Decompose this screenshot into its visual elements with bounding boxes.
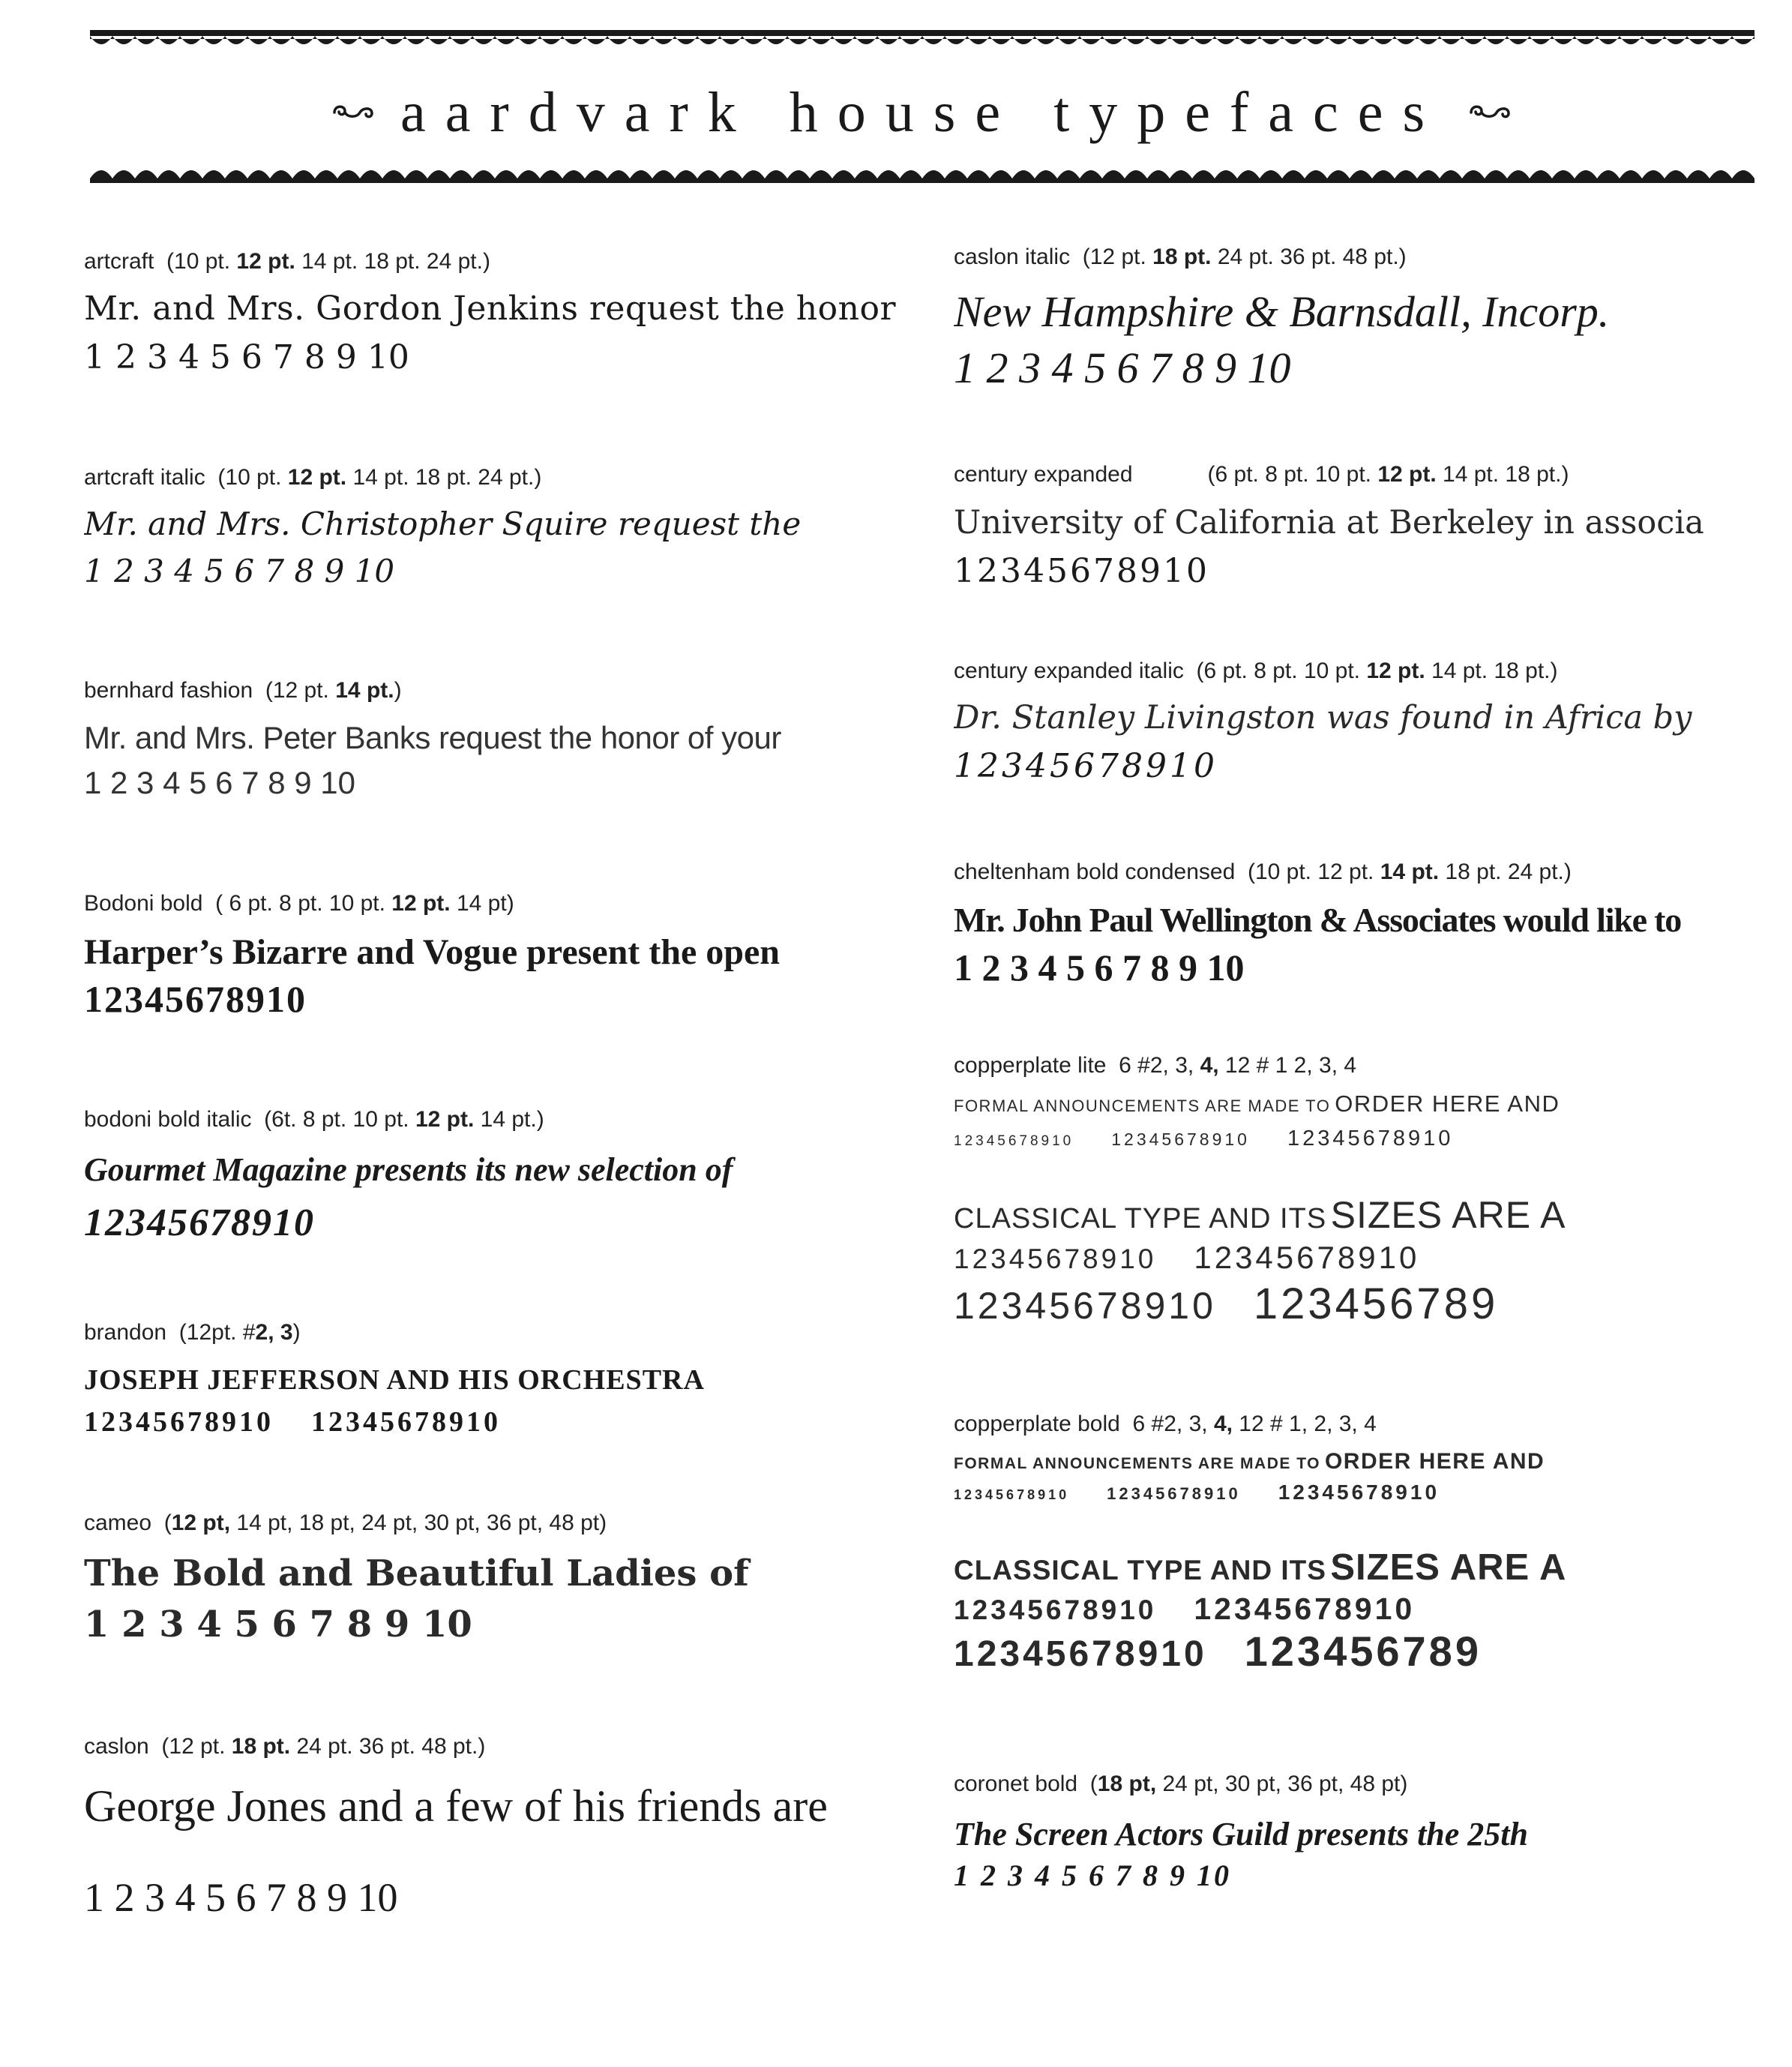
specimen-label: artcraft italic (10 pt. 12 pt. 14 pt. 18 pt. 24 pt.) [84, 465, 542, 490]
specimen-sample: University of California at Berkeley in associa [954, 504, 1704, 542]
specimen-century-expanded [954, 460, 1779, 590]
scroll-ornament-right-icon [1467, 101, 1515, 124]
specimen-numbers: 1 2 3 4 5 6 7 8 9 10 [84, 1604, 472, 1646]
specimen-bodoni-bold [84, 890, 909, 1021]
specimen-sample: FORMAL ANNOUNCEMENTS ARE MADE TO ORDER HERE AND [954, 1449, 1545, 1474]
specimen-artcraft-italic [84, 464, 909, 590]
specimen-label: copperplate bold 6 #2, 3, 4, 12 # 1, 2, 3, 4 [954, 1412, 1377, 1436]
specimen-sample: The Screen Actors Guild presents the 25th [954, 1816, 1528, 1852]
specimen-brandon [84, 1318, 909, 1438]
page-title: aardvark house typefaces [400, 80, 1445, 144]
specimen-sample: The Bold and Beautiful Ladies of [84, 1552, 749, 1594]
specimen-numbers: 1 2 3 4 5 6 7 8 9 10 [84, 553, 395, 590]
specimen-sample: Dr. Stanley Livingston was found in Africa by [954, 699, 1692, 736]
specimen-numbers: 1 2 3 4 5 6 7 8 9 10 [84, 338, 409, 376]
specimen-numbers: 1 2 3 4 5 6 7 8 9 10 [954, 946, 1245, 988]
specimen-sample: Gourmet Magazine presents its new selection of [84, 1151, 733, 1188]
specimen-numbers: 1 2 3 4 5 6 7 8 9 10 [954, 344, 1291, 392]
specimen-cameo [84, 1509, 909, 1646]
specimen-numbers: 1 2 3 4 5 6 7 8 9 10 [84, 1875, 398, 1920]
scalloped-border-top [90, 30, 1755, 56]
specimen-bodoni-bold-italic [84, 1106, 909, 1245]
specimen-numbers: 12345678910 12345678910 12345678910 [954, 1126, 1454, 1150]
specimen-sample: JOSEPH JEFFERSON AND HIS ORCHESTRA [84, 1364, 705, 1396]
specimen-label: caslon (12 pt. 18 pt. 24 pt. 36 pt. 48 pt.) [84, 1734, 486, 1759]
specimen-label: copperplate lite 6 #2, 3, 4, 12 # 1 2, 3, 4 [954, 1053, 1357, 1078]
specimen-caslon [84, 1732, 909, 1921]
specimen-numbers-2: 12345678910 12345678910 [954, 1240, 1420, 1275]
specimen-artcraft [84, 248, 909, 376]
specimen-sample: Mr. John Paul Wellington & Associates would like to [954, 901, 1682, 939]
specimen-sample: New Hampshire & Barnsdall, Incorp. [954, 287, 1610, 336]
specimen-sample: Harper’s Bizarre and Vogue present the open [84, 932, 780, 972]
specimen-label: Bodoni bold ( 6 pt. 8 pt. 10 pt. 12 pt. 14 pt) [84, 891, 514, 916]
specimen-caslon-italic [954, 243, 1779, 393]
specimen-label: brandon (12pt. #2, 3) [84, 1320, 301, 1345]
specimen-label: caslon italic (12 pt. 18 pt. 24 pt. 36 pt. 48 pt.) [954, 244, 1407, 269]
specimen-century-expanded-italic [954, 657, 1779, 785]
specimen-numbers: 12345678910 [84, 1202, 315, 1244]
specimen-copperplate-bold [954, 1410, 1779, 1676]
specimen-sample: Mr. and Mrs. Gordon Jenkins request the honor [84, 290, 896, 328]
specimen-cheltenham-bold-condensed [954, 858, 1779, 989]
specimen-bernhard-fashion [84, 676, 909, 801]
specimen-sample: FORMAL ANNOUNCEMENTS ARE MADE TO ORDER HERE AND [954, 1090, 1560, 1117]
scalloped-border-bottom [90, 159, 1755, 184]
specimen-numbers-3: 12345678910 123456789 [954, 1628, 1482, 1675]
specimen-numbers: 12345678910 [954, 747, 1218, 785]
specimen-sample-2: CLASSICAL TYPE AND ITS SIZES ARE A [954, 1194, 1566, 1236]
specimen-sample: Mr. and Mrs. Christopher Squire request the [84, 506, 802, 542]
specimen-numbers: 12345678910 [84, 978, 307, 1020]
specimen-label: century expanded italic (6 pt. 8 pt. 10 pt. 12 pt. 14 pt. 18 pt.) [954, 658, 1558, 683]
specimen-sample-2: CLASSICAL TYPE AND ITS SIZES ARE A [954, 1547, 1567, 1588]
page-header [90, 30, 1755, 188]
specimen-numbers: 12345678910 12345678910 12345678910 [954, 1480, 1440, 1504]
specimen-copperplate-lite [954, 1052, 1779, 1329]
specimen-label: bernhard fashion (12 pt. 14 pt.) [84, 678, 402, 703]
specimen-label: century expanded (6 pt. 8 pt. 10 pt. 12 pt. 14 pt. 18 pt.) [954, 462, 1569, 487]
specimen-label: coronet bold (18 pt, 24 pt, 30 pt, 36 pt, 48 pt) [954, 1772, 1408, 1796]
specimen-numbers: 12345678910 12345678910 [84, 1406, 501, 1438]
specimen-numbers: 1 2 3 4 5 6 7 8 9 10 [84, 765, 355, 800]
title-row [90, 75, 1755, 150]
specimen-label: bodoni bold italic (6t. 8 pt. 10 pt. 12 pt. 14 pt.) [84, 1107, 544, 1132]
specimen-sample: Mr. and Mrs. Peter Banks request the honor of your [84, 720, 781, 755]
specimen-numbers-3: 12345678910 123456789 [954, 1280, 1499, 1328]
specimen-numbers: 12345678910 [954, 552, 1209, 590]
specimen-sample: George Jones and a few of his friends are [84, 1781, 828, 1831]
specimen-label: cheltenham bold condensed (10 pt. 12 pt. 14 pt. 18 pt. 24 pt.) [954, 860, 1572, 884]
specimen-coronet-bold [954, 1770, 1779, 1893]
specimen-numbers: 1 2 3 4 5 6 7 8 9 10 [954, 1858, 1231, 1892]
specimen-numbers-2: 12345678910 12345678910 [954, 1592, 1416, 1626]
scroll-ornament-left-icon [330, 101, 378, 124]
specimen-label: cameo (12 pt, 14 pt, 18 pt, 24 pt, 30 pt, 36 pt, 48 pt) [84, 1510, 607, 1535]
specimen-label: artcraft (10 pt. 12 pt. 14 pt. 18 pt. 24 pt.) [84, 249, 490, 274]
